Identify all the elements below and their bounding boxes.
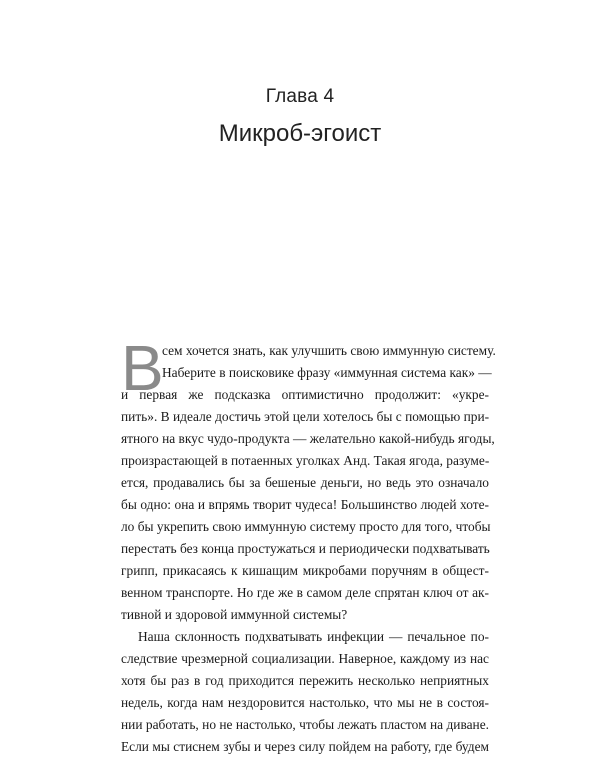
body-text xyxy=(121,340,496,758)
text-line: нии работать, но не настолько, чтобы лежать пластом на диване. xyxy=(121,717,489,732)
text-line: Наберите в поисковике фразу «иммунная система как» — xyxy=(162,365,492,380)
text-line: Наша склонность подхватывать инфекции — печальное по- xyxy=(138,629,489,644)
text-line: произрастающей в потаенных уголках Анд. Такая ягода, разуме- xyxy=(121,453,490,468)
drop-cap: В xyxy=(121,332,164,404)
text-line: хотя бы раз в год приходится пережить несколько неприятных xyxy=(121,673,489,688)
text-line: недель, когда нам нездоровится настолько, что мы не в состоя- xyxy=(121,695,489,710)
text-line: ло бы укрепить свою иммунную систему просто для того, чтобы xyxy=(121,519,491,534)
text-line: ется, продавались бы за бешеные деньги, но ведь это означало xyxy=(121,475,489,490)
chapter-number: Глава 4 xyxy=(265,86,335,107)
text-line: тивной и здоровой иммунной системы? xyxy=(121,607,348,622)
text-line: и первая же подсказка оптимистично продолжит: «укре- xyxy=(121,387,489,402)
text-line: перестать без конца простужаться и периодически подхватывать xyxy=(121,541,490,556)
text-line: следствие чрезмерной социализации. Наверное, каждому из нас xyxy=(121,651,489,666)
chapter-title: Микроб-эгоист xyxy=(218,120,382,147)
text-line: бы одно: она и впрямь творит чудеса! Большинство людей хоте- xyxy=(121,497,489,512)
text-line: пить». В идеале достичь этой цели хотелось бы с помощью при- xyxy=(121,409,490,424)
text-line: Если мы стиснем зубы и через силу пойдем на работу, где будем xyxy=(121,739,489,754)
text-line: ятного на вкус чудо-продукта — желательно какой-нибудь ягоды, xyxy=(121,431,495,446)
text-line: венном транспорте. Но где же в самом деле спрятан ключ от ак- xyxy=(121,585,489,600)
text-line: грипп, прикасаясь к кишащим микробами поручням в общест- xyxy=(121,563,489,578)
text-line: сем хочется знать, как улучшить свою иммунную систему. xyxy=(162,343,496,358)
